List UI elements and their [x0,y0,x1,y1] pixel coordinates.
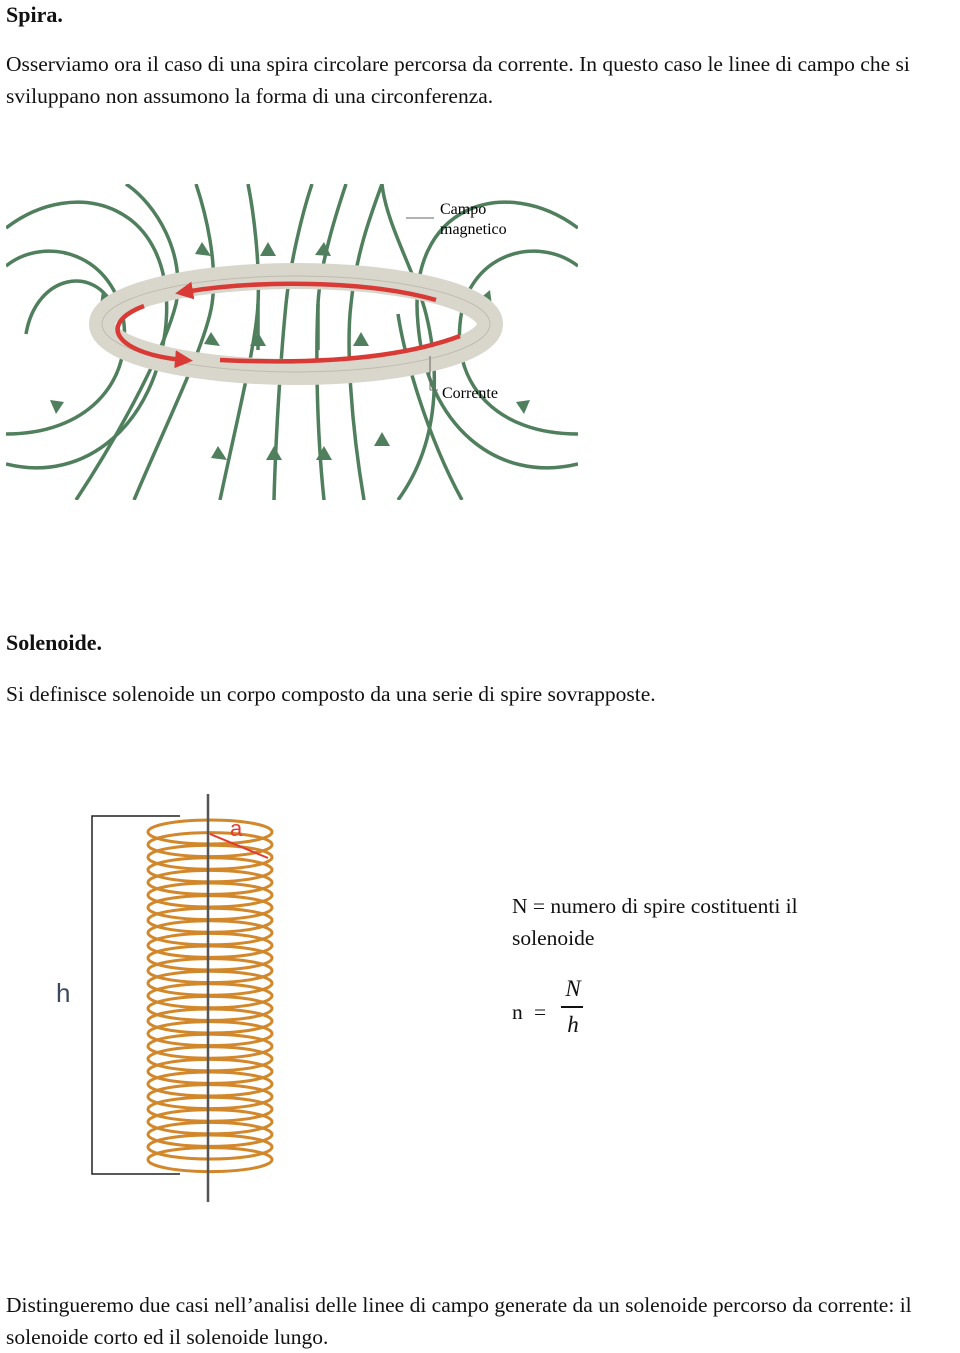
height-bracket [92,816,180,1174]
loop-field-diagram [6,184,578,500]
field-label-line2: magnetico [440,221,507,238]
field-label-line1: Campo [440,201,487,218]
field-line [6,202,167,468]
formula-numerator: N [565,976,581,1001]
closing-paragraph: Distingueremo due casi nell’analisi delle linee di campo generate da un solenoide percorso da corrente: il solenoide corto ed il solenoide lungo. [6,1293,912,1349]
radius-label: a [230,816,243,841]
current-label: Corrente [442,385,498,402]
formula-lhs: n [512,1000,523,1024]
height-label: h [56,978,71,1008]
field-line [382,184,434,500]
solenoide-paragraph: Si definisce solenoide un corpo composto da una serie di spire sovrapposte. [6,682,656,706]
formula-denominator: h [567,1012,579,1037]
field-line [274,184,312,500]
spira-paragraph: Osserviamo ora il caso di una spira circolare percorsa da corrente. In questo caso le linee di campo che si sviluppano non assumono la forma di una circonferenza. [6,52,910,108]
formula-n [512,976,632,1046]
section-title-solenoide: Solenoide. [6,630,102,655]
definition-N: N = numero di spire costituenti il solenoide [512,894,798,950]
coil-turns [148,820,272,1172]
fraction-bar [561,1006,583,1008]
formula-eq: = [534,1000,547,1024]
section-title-spira: Spira. [6,2,63,27]
solenoid-diagram [50,792,290,1204]
